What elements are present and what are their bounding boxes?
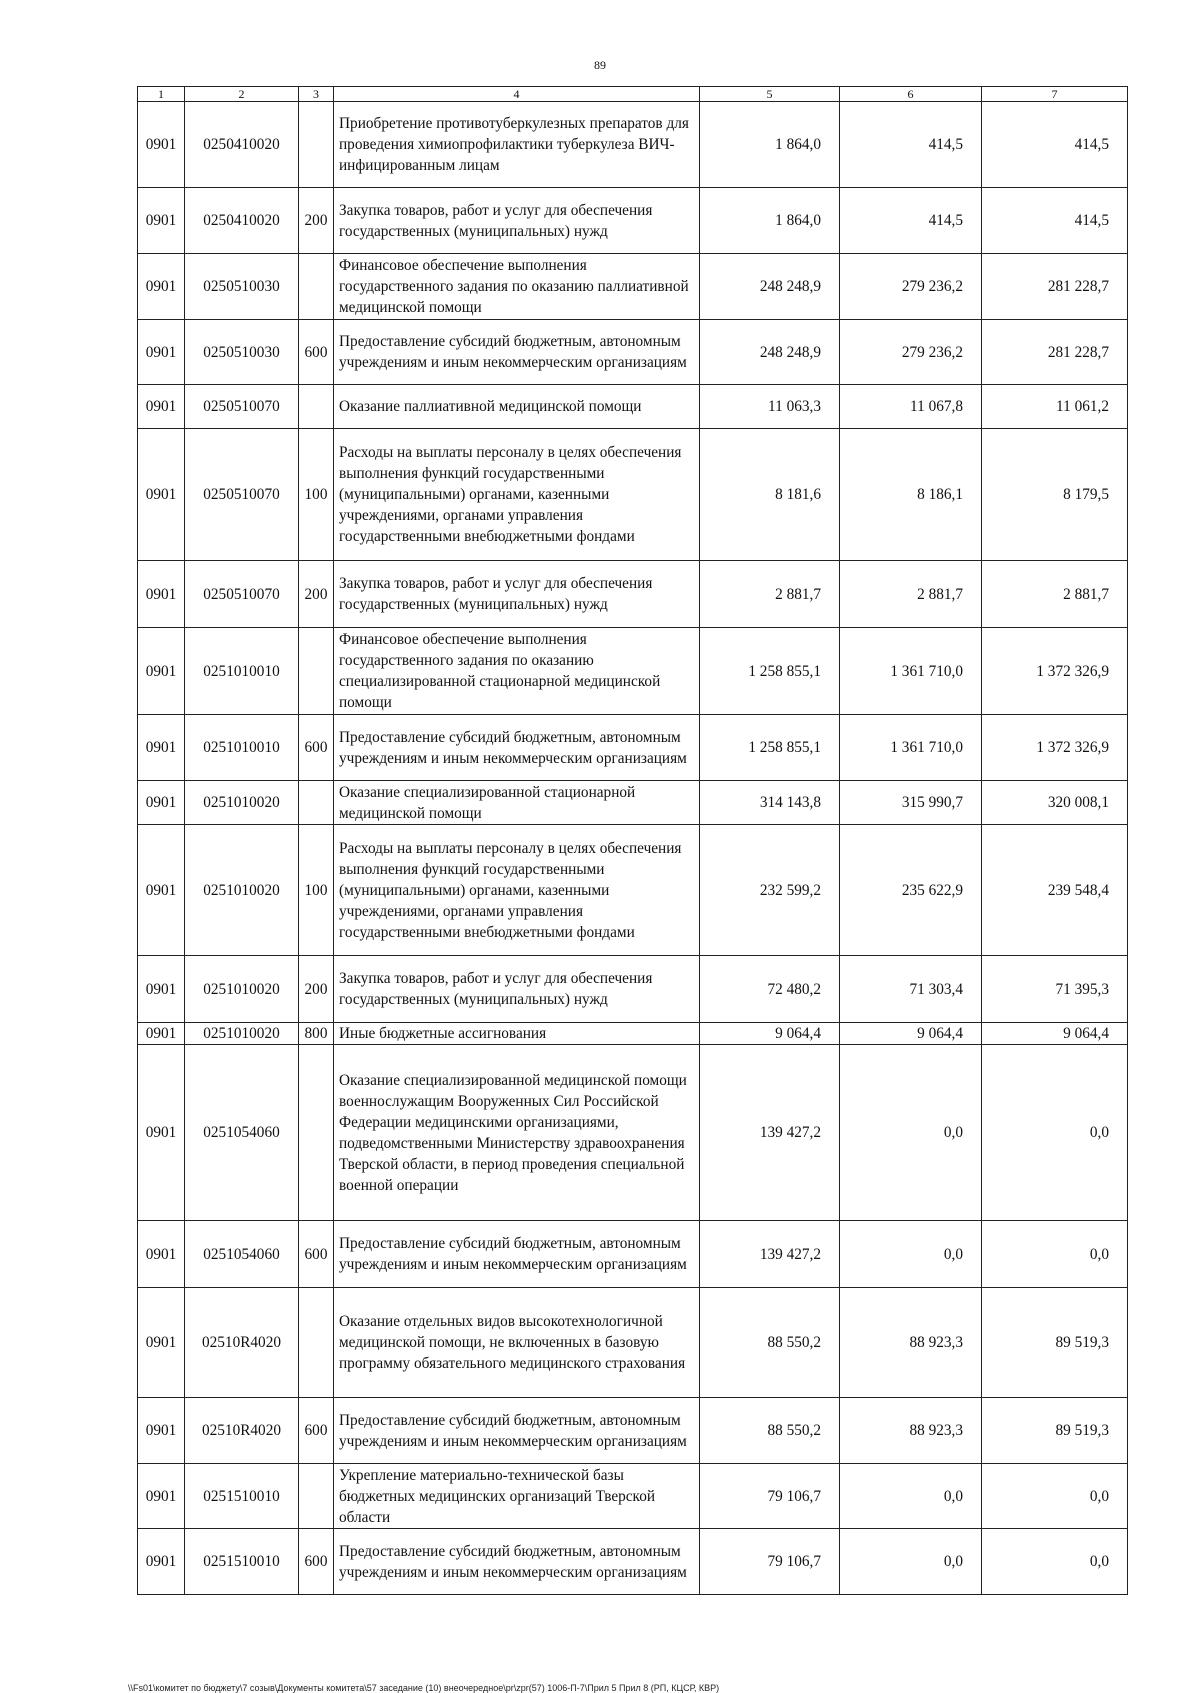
expense-type-cell: 200 (299, 561, 334, 628)
amount-col5-cell: 72 480,2 (700, 956, 840, 1023)
description-cell: Оказание специализированной медицинской помощи военнослужащим Вооруженных Сил Российской Федерации медицинскими организациями, подведомственными Министерству здравоохранения Тверской области, в период проведения специальной военной операции (334, 1045, 700, 1221)
amount-col7-cell: 0,0 (982, 1045, 1128, 1221)
footer-file-path: \\Fs01\комитет по бюджету\7 созыв\Документы комитета\57 заседание (10) внеочередное\pr\zpr(57) 1006-П-7\Прил 5 Прил 8 (РП, КЦСР, КВР) (128, 1683, 720, 1693)
amount-col7-cell: 0,0 (982, 1464, 1128, 1529)
amount-col6-cell: 88 923,3 (840, 1398, 982, 1464)
table-row (138, 254, 1128, 320)
target-article-cell: 0250510070 (185, 561, 299, 628)
section-code-cell: 0901 (138, 781, 185, 825)
amount-col7-cell: 239 548,4 (982, 825, 1128, 956)
expense-type-cell (299, 102, 334, 188)
description-cell: Укрепление материально-технической базы бюджетных медицинских организаций Тверской области (334, 1464, 700, 1529)
budget-table (137, 86, 1128, 1595)
amount-col5-cell: 9 064,4 (700, 1023, 840, 1045)
table-row (138, 1045, 1128, 1221)
amount-col7-cell: 1 372 326,9 (982, 628, 1128, 715)
amount-col5-cell: 232 599,2 (700, 825, 840, 956)
header-cell: 5 (700, 87, 840, 102)
target-article-cell: 0250410020 (185, 188, 299, 254)
target-article-cell: 0251054060 (185, 1221, 299, 1288)
amount-col6-cell: 235 622,9 (840, 825, 982, 956)
description-cell: Оказание специализированной стационарной медицинской помощи (334, 781, 700, 825)
expense-type-cell (299, 628, 334, 715)
description-cell: Предоставление субсидий бюджетным, автономным учреждениям и иным некоммерческим организациям (334, 1529, 700, 1595)
amount-col6-cell: 279 236,2 (840, 320, 982, 385)
amount-col5-cell: 2 881,7 (700, 561, 840, 628)
table-row (138, 956, 1128, 1023)
description-cell: Закупка товаров, работ и услуг для обеспечения государственных (муниципальных) нужд (334, 561, 700, 628)
amount-col6-cell: 414,5 (840, 102, 982, 188)
amount-col7-cell: 2 881,7 (982, 561, 1128, 628)
amount-col6-cell: 0,0 (840, 1221, 982, 1288)
target-article-cell: 0251510010 (185, 1529, 299, 1595)
amount-col7-cell: 281 228,7 (982, 254, 1128, 320)
expense-type-cell (299, 385, 334, 429)
table-row (138, 1023, 1128, 1045)
description-cell: Закупка товаров, работ и услуг для обеспечения государственных (муниципальных) нужд (334, 188, 700, 254)
amount-col5-cell: 8 181,6 (700, 429, 840, 561)
amount-col5-cell: 139 427,2 (700, 1045, 840, 1221)
amount-col7-cell: 0,0 (982, 1221, 1128, 1288)
amount-col6-cell: 8 186,1 (840, 429, 982, 561)
table-row (138, 1398, 1128, 1464)
header-cell: 1 (138, 87, 185, 102)
table-row (138, 715, 1128, 781)
target-article-cell: 0251010020 (185, 781, 299, 825)
amount-col5-cell: 139 427,2 (700, 1221, 840, 1288)
amount-col7-cell: 89 519,3 (982, 1398, 1128, 1464)
target-article-cell: 0250410020 (185, 102, 299, 188)
amount-col6-cell: 9 064,4 (840, 1023, 982, 1045)
amount-col6-cell: 0,0 (840, 1045, 982, 1221)
table-row (138, 188, 1128, 254)
amount-col6-cell: 2 881,7 (840, 561, 982, 628)
amount-col6-cell: 71 303,4 (840, 956, 982, 1023)
target-article-cell: 0251054060 (185, 1045, 299, 1221)
page-number: 89 (594, 58, 606, 72)
expense-type-cell: 600 (299, 1221, 334, 1288)
target-article-cell: 0251010010 (185, 715, 299, 781)
description-cell: Финансовое обеспечение выполнения государственного задания по оказанию паллиативной медицинской помощи (334, 254, 700, 320)
amount-col5-cell: 79 106,7 (700, 1464, 840, 1529)
expense-type-cell (299, 1288, 334, 1398)
target-article-cell: 0251010020 (185, 1023, 299, 1045)
expense-type-cell: 600 (299, 1529, 334, 1595)
amount-col5-cell: 1 258 855,1 (700, 628, 840, 715)
table-row (138, 561, 1128, 628)
amount-col6-cell: 1 361 710,0 (840, 715, 982, 781)
header-cell: 2 (185, 87, 299, 102)
amount-col7-cell: 0,0 (982, 1529, 1128, 1595)
table-row (138, 385, 1128, 429)
expense-type-cell: 100 (299, 825, 334, 956)
amount-col6-cell: 315 990,7 (840, 781, 982, 825)
description-cell: Предоставление субсидий бюджетным, автономным учреждениям и иным некоммерческим организациям (334, 1398, 700, 1464)
section-code-cell: 0901 (138, 1288, 185, 1398)
amount-col7-cell: 414,5 (982, 102, 1128, 188)
amount-col7-cell: 71 395,3 (982, 956, 1128, 1023)
section-code-cell: 0901 (138, 385, 185, 429)
table-row (138, 825, 1128, 956)
amount-col7-cell: 281 228,7 (982, 320, 1128, 385)
header-cell: 6 (840, 87, 982, 102)
amount-col6-cell: 279 236,2 (840, 254, 982, 320)
target-article-cell: 0250510030 (185, 254, 299, 320)
expense-type-cell: 200 (299, 956, 334, 1023)
table-row (138, 628, 1128, 715)
section-code-cell: 0901 (138, 188, 185, 254)
amount-col6-cell: 0,0 (840, 1464, 982, 1529)
table-row (138, 429, 1128, 561)
expense-type-cell: 800 (299, 1023, 334, 1045)
section-code-cell: 0901 (138, 1529, 185, 1595)
amount-col5-cell: 1 258 855,1 (700, 715, 840, 781)
section-code-cell: 0901 (138, 1398, 185, 1464)
description-cell: Закупка товаров, работ и услуг для обеспечения государственных (муниципальных) нужд (334, 956, 700, 1023)
section-code-cell: 0901 (138, 1023, 185, 1045)
amount-col7-cell: 320 008,1 (982, 781, 1128, 825)
target-article-cell: 0251010020 (185, 825, 299, 956)
section-code-cell: 0901 (138, 825, 185, 956)
amount-col6-cell: 0,0 (840, 1529, 982, 1595)
expense-type-cell (299, 254, 334, 320)
amount-col5-cell: 248 248,9 (700, 320, 840, 385)
amount-col5-cell: 79 106,7 (700, 1529, 840, 1595)
amount-col6-cell: 1 361 710,0 (840, 628, 982, 715)
section-code-cell: 0901 (138, 1221, 185, 1288)
target-article-cell: 0251010010 (185, 628, 299, 715)
amount-col7-cell: 9 064,4 (982, 1023, 1128, 1045)
header-cell: 4 (334, 87, 700, 102)
table-row (138, 1221, 1128, 1288)
header-cell: 7 (982, 87, 1128, 102)
amount-col5-cell: 1 864,0 (700, 188, 840, 254)
amount-col7-cell: 414,5 (982, 188, 1128, 254)
target-article-cell: 02510R4020 (185, 1398, 299, 1464)
description-cell: Иные бюджетные ассигнования (334, 1023, 700, 1045)
description-cell: Приобретение противотуберкулезных препаратов для проведения химиопрофилактики туберкулеза ВИЧ-инфицированным лицам (334, 102, 700, 188)
header-cell: 3 (299, 87, 334, 102)
table-row (138, 1529, 1128, 1595)
amount-col5-cell: 248 248,9 (700, 254, 840, 320)
table-row (138, 102, 1128, 188)
amount-col5-cell: 11 063,3 (700, 385, 840, 429)
description-cell: Оказание отдельных видов высокотехнологичной медицинской помощи, не включенных в базовую программу обязательного медицинского страхования (334, 1288, 700, 1398)
target-article-cell: 02510R4020 (185, 1288, 299, 1398)
expense-type-cell: 100 (299, 429, 334, 561)
target-article-cell: 0250510070 (185, 385, 299, 429)
amount-col6-cell: 414,5 (840, 188, 982, 254)
amount-col6-cell: 88 923,3 (840, 1288, 982, 1398)
amount-col7-cell: 11 061,2 (982, 385, 1128, 429)
amount-col5-cell: 88 550,2 (700, 1398, 840, 1464)
target-article-cell: 0250510030 (185, 320, 299, 385)
section-code-cell: 0901 (138, 254, 185, 320)
expense-type-cell: 600 (299, 320, 334, 385)
section-code-cell: 0901 (138, 429, 185, 561)
target-article-cell: 0251010020 (185, 956, 299, 1023)
description-cell: Оказание паллиативной медицинской помощи (334, 385, 700, 429)
section-code-cell: 0901 (138, 715, 185, 781)
amount-col5-cell: 88 550,2 (700, 1288, 840, 1398)
expense-type-cell (299, 1045, 334, 1221)
header-row (138, 87, 1128, 102)
description-cell: Расходы на выплаты персоналу в целях обеспечения выполнения функций государственными (муниципальными) органами, казенными учреждениями, органами управления государственными внебюджетными фондами (334, 429, 700, 561)
amount-col7-cell: 8 179,5 (982, 429, 1128, 561)
description-cell: Предоставление субсидий бюджетным, автономным учреждениям и иным некоммерческим организациям (334, 715, 700, 781)
amount-col7-cell: 89 519,3 (982, 1288, 1128, 1398)
table-row (138, 1288, 1128, 1398)
target-article-cell: 0251510010 (185, 1464, 299, 1529)
section-code-cell: 0901 (138, 956, 185, 1023)
section-code-cell: 0901 (138, 102, 185, 188)
section-code-cell: 0901 (138, 320, 185, 385)
amount-col5-cell: 1 864,0 (700, 102, 840, 188)
expense-type-cell: 200 (299, 188, 334, 254)
expense-type-cell: 600 (299, 715, 334, 781)
table-row (138, 1464, 1128, 1529)
amount-col7-cell: 1 372 326,9 (982, 715, 1128, 781)
amount-col5-cell: 314 143,8 (700, 781, 840, 825)
description-cell: Предоставление субсидий бюджетным, автономным учреждениям и иным некоммерческим организациям (334, 1221, 700, 1288)
table-row (138, 320, 1128, 385)
expense-type-cell (299, 1464, 334, 1529)
target-article-cell: 0250510070 (185, 429, 299, 561)
description-cell: Расходы на выплаты персоналу в целях обеспечения выполнения функций государственными (муниципальными) органами, казенными учреждениями, органами управления государственными внебюджетными фондами (334, 825, 700, 956)
amount-col6-cell: 11 067,8 (840, 385, 982, 429)
description-cell: Предоставление субсидий бюджетным, автономным учреждениям и иным некоммерческим организациям (334, 320, 700, 385)
section-code-cell: 0901 (138, 561, 185, 628)
expense-type-cell: 600 (299, 1398, 334, 1464)
section-code-cell: 0901 (138, 1045, 185, 1221)
description-cell: Финансовое обеспечение выполнения государственного задания по оказанию специализированной стационарной медицинской помощи (334, 628, 700, 715)
expense-type-cell (299, 781, 334, 825)
section-code-cell: 0901 (138, 628, 185, 715)
table-row (138, 781, 1128, 825)
section-code-cell: 0901 (138, 1464, 185, 1529)
